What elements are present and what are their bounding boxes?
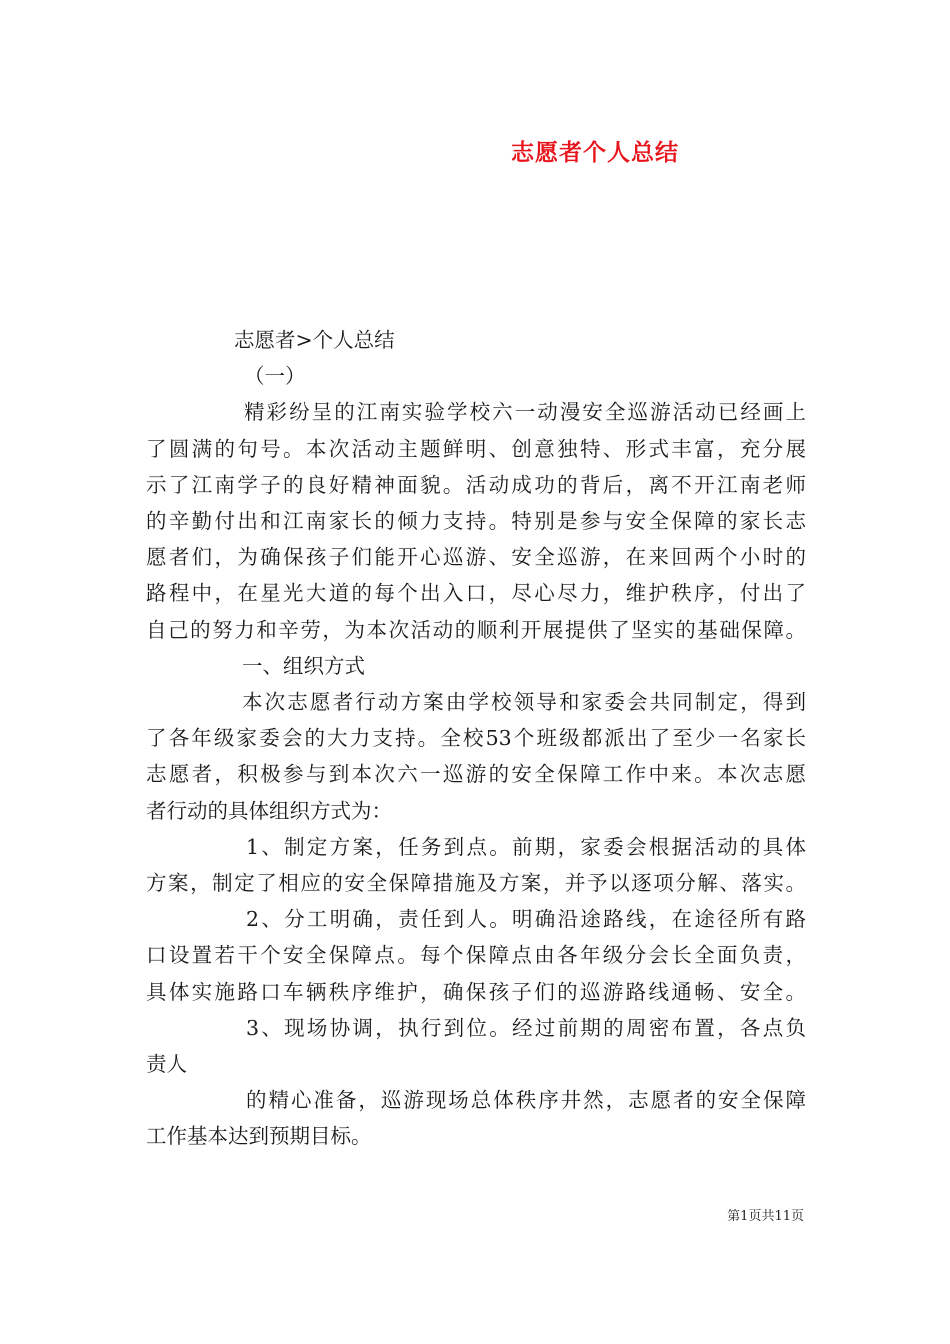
paragraph-line: 精彩纷呈的江南实验学校六一动漫安全巡游活动已经画上 (244, 400, 806, 425)
paragraph-line: 示了江南学子的良好精神面貌。活动成功的背后，离不开江南老师 (146, 472, 806, 497)
list-item-line: 责人 (146, 1052, 187, 1077)
subtitle-line: 志愿者>个人总结 (234, 328, 395, 352)
list-item-line: 口设置若干个安全保障点。每个保障点由各年级分会长全面负责， (146, 943, 806, 968)
paragraph-line: 的精心准备，巡游现场总体秩序井然，志愿者的安全保障 (246, 1088, 806, 1113)
paragraph-line: 的辛勤付出和江南家长的倾力支持。特别是参与安全保障的家长志 (146, 509, 806, 534)
paragraph-line: 志愿者，积极参与到本次六一巡游的安全保障工作中来。本次志愿 (146, 762, 806, 787)
list-item-line: 方案，制定了相应的安全保障措施及方案，并予以逐项分解、落实。 (146, 871, 806, 896)
paragraph-line: 本次志愿者行动方案由学校领导和家委会共同制定，得到 (242, 690, 806, 715)
section-marker: （一） (244, 364, 306, 389)
document-body (146, 322, 806, 1155)
paragraph-line: 工作基本达到预期目标。 (146, 1124, 372, 1149)
paragraph-line: 了各年级家委会的大力支持。全校53个班级都派出了至少一名家长 (146, 726, 806, 751)
list-item-line: 3、现场协调，执行到位。经过前期的周密布置，各点负 (246, 1015, 806, 1040)
list-item-line: 具体实施路口车辆秩序维护，确保孩子们的巡游路线通畅、安全。 (146, 979, 806, 1004)
section-heading: 一、组织方式 (242, 653, 365, 678)
list-item-line: 1、制定方案，任务到点。前期，家委会根据活动的具体 (246, 834, 806, 859)
paragraph-line: 了圆满的句号。本次活动主题鲜明、创意独特、形式丰富，充分展 (146, 436, 806, 461)
paragraph-line: 愿者们，为确保孩子们能开心巡游、安全巡游，在来回两个小时的 (146, 545, 806, 570)
document-title: 志愿者个人总结 (511, 139, 679, 166)
paragraph-line: 者行动的具体组织方式为： (146, 798, 392, 823)
page-number-footer: 第1页共11页 (727, 1209, 804, 1224)
paragraph-line: 路程中，在星光大道的每个出入口，尽心尽力，维护秩序，付出了 (146, 581, 806, 606)
list-item-line: 2、分工明确，责任到人。明确沿途路线，在途径所有路 (246, 907, 806, 932)
paragraph-line: 自己的努力和辛劳，为本次活动的顺利开展提供了坚实的基础保障。 (146, 617, 806, 642)
